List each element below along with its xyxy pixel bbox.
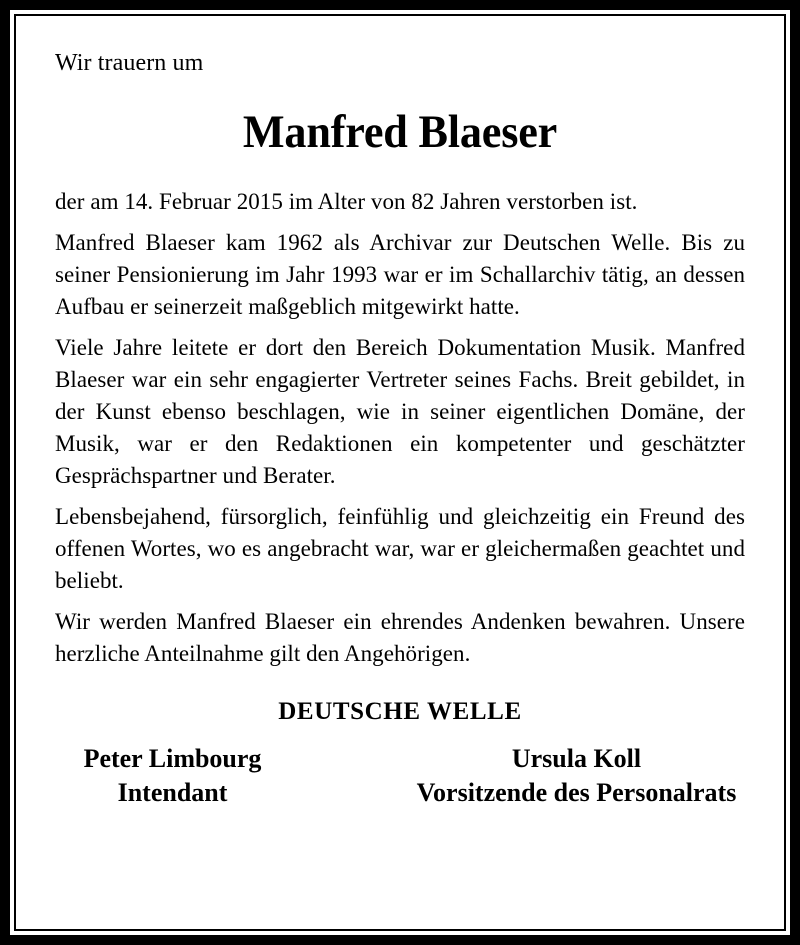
- signer-name: Ursula Koll: [511, 744, 642, 773]
- signers-row: [55, 742, 745, 810]
- frame-inner-rule: [14, 14, 786, 931]
- paragraph-death-date: der am 14. Februar 2015 im Alter von 82 Jahren verstorben ist.: [55, 189, 638, 214]
- organization-name: DEUTSCHE WELLE: [278, 698, 522, 725]
- paragraph-condolence: Wir werden Manfred Blaeser ein ehrendes Andenken bewahren. Unsere herzliche Anteilnahme gilt den Angehörigen.: [55, 609, 745, 666]
- notice-content: [16, 16, 784, 929]
- paragraph-character: Lebensbejahend, fürsorglich, feinfühlig und gleichzeitig ein Freund des offenen Wortes, wo es angebracht war, war er gleichermaßen geachtet und beliebt.: [55, 504, 745, 593]
- paragraph-role-description: Viele Jahre leitete er dort den Bereich Dokumentation Musik. Manfred Blaeser war ein sehr engagierter Vertreter seines Fachs. Breit gebildet, in der Kunst ebenso beschlagen, wie in seiner eigentlichen Domäne, der Musik, war er den Redaktionen ein kompetenter und geschätzter Gesprächspartner und Berater.: [55, 335, 745, 488]
- signature-block: [55, 697, 745, 810]
- signer-personalrat: [400, 742, 745, 810]
- body-paragraphs: [55, 186, 745, 670]
- signer-name: Peter Limbourg: [83, 744, 262, 773]
- signer-role: Intendant: [117, 778, 228, 807]
- signer-role: Vorsitzende des Personalrats: [416, 778, 737, 807]
- signer-intendant: [55, 742, 400, 810]
- paragraph-career-start: Manfred Blaeser kam 1962 als Archivar zur Deutschen Welle. Bis zu seiner Pensionierung im Jahr 1993 war er im Schallarchiv tätig, an dessen Aufbau er seinerzeit maßgeblich mitgewirkt hatte.: [55, 230, 745, 319]
- frame-gap: [10, 10, 790, 935]
- intro-line: Wir trauern um: [55, 50, 204, 76]
- deceased-name: Manfred Blaeser: [242, 106, 558, 158]
